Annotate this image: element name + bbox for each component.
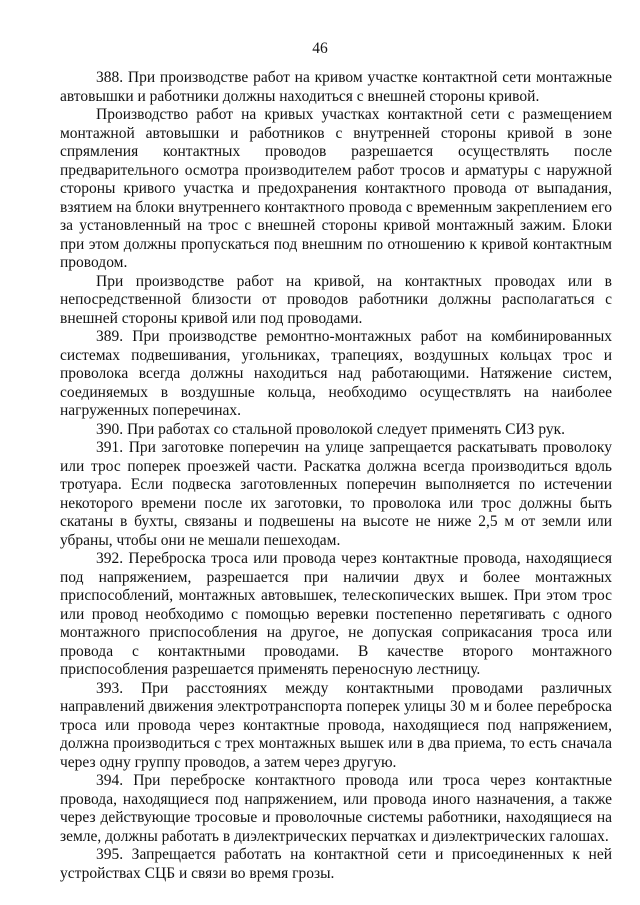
paragraph-388: 388. При производстве работ на кривом участке контактной сети монтажные автовышки и работники должны находиться с внешней стороны кривой. bbox=[60, 69, 612, 105]
paragraph-390: 390. При работах со стальной проволокой следует применять СИЗ рук. bbox=[96, 420, 566, 438]
paragraph-394: 394. При переброске контактного провода или троса через контактные провода, находящиеся под напряжением, или провода иного назначения, а также через действующие тросовые и проволочные системы работники, находящиеся на земле, должны работать в диэлектрических перчатках и диэлектрических галошах. bbox=[60, 772, 612, 845]
page-number: 46 bbox=[312, 40, 328, 57]
document-body bbox=[60, 69, 612, 883]
paragraph-391: 391. При заготовке поперечин на улице запрещается раскатывать проволоку или трос поперек проезжей части. Раскатка должна всегда производиться вдоль тротуара. Если подвеска заготовленных поперечин выполняется по истечении некоторого времени после их заготовки, то проволока или трос должны быть скатаны в бухты, связаны и подвешены на высоте не ниже 2,5 м от земли или убраны, чтобы они не мешали пешеходам. bbox=[60, 439, 612, 549]
paragraph-392: 392. Переброска троса или провода через контактные провода, находящиеся под напряжением, разрешается при наличии двух и более монтажных приспособлений, монтажных автовышек, телескопических вышек. При этом трос или провод необходимо с помощью веревки постепенно перетягивать с одного монтажного приспособления на другое, не допуская соприкасания троса или провода с контактными проводами. В качестве второго монтажного приспособления разрешается применять переносную лестницу. bbox=[60, 550, 612, 678]
paragraph-395: 395. Запрещается работать на контактной сети и присоединенных к ней устройствах СЦБ и связи во время грозы. bbox=[60, 846, 612, 882]
paragraph-389: 389. При производстве ремонтно-монтажных работ на комбинированных системах подвешивания, угольниках, трапециях, воздушных кольцах трос и проволока всегда должны находиться над работающими. Натяжение систем, соединяемых в воздушные кольца, необходимо осуществлять на наиболее нагруженных поперечинах. bbox=[60, 328, 612, 419]
paragraph-388-curve-work: Производство работ на кривых участках контактной сети с размещением монтажной автовышки и работников с внутренней стороны кривой в зоне спрямления контактных проводов разрешается осуществлять после предварительного осмотра производителем работ тросов и арматуры с наружной стороны кривого участка и предохранения контактного провода от выпадания, взятием на блоки внутреннего контактного провода с временным закреплением его за установленный на трос с внешней стороны кривой монтажный зажим. Блоки при этом должны пропускаться под внешним по отношению к кривой контактным проводом. bbox=[60, 106, 612, 271]
paragraph-393: 393. При расстояниях между контактными проводами различных направлений движения электротранспорта поперек улицы 30 м и более переброска троса или провода через контактные провода, находящиеся под напряжением, должна производиться с трех монтажных вышек или в два приема, то есть сначала через одну группу проводов, а затем через другую. bbox=[60, 679, 612, 771]
paragraph-388-worker-position: При производстве работ на кривой, на контактных проводах или в непосредственной близости от проводов работники должны располагаться с внешней стороны кривой или под проводами. bbox=[60, 272, 612, 327]
